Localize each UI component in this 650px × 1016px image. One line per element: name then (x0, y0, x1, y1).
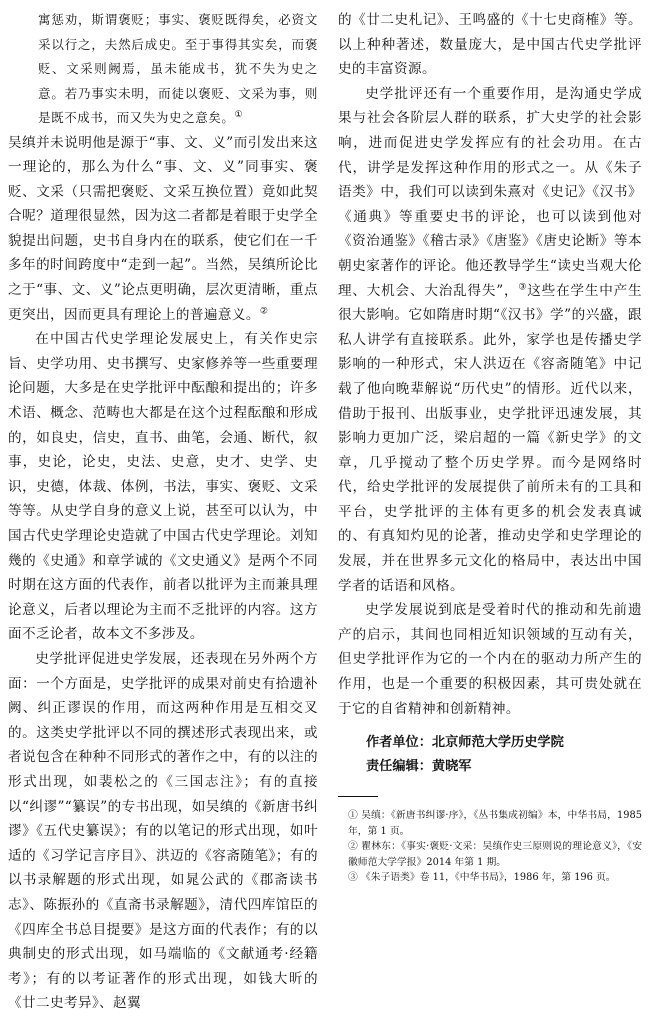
paragraph-1 (8, 131, 318, 328)
paragraph-4 (338, 82, 642, 598)
paragraph-2: 在中国古代史学理论发展史上，有关作史宗旨、史学功用、史书撰写、史家修养等一些重要理论问题，大多是在史学批评中酝酿和提出的；许多术语、概念、范畴也大都是在这个过程酝酿和形成的，如良史，信史，直书、曲笔，会通、断代，叙事，史论，论史，史法、史意，史才、史学、史识，史德，体裁、体例，书法，事实、褒贬、文采等等。从史学自身的意义上说，甚至可以认为，中国古代史学理论史造就了中国古代史学理论。刘知幾的《史通》和章学诚的《文史通义》是两个不同时期在这方面的代表作，前者以批评为主而兼具理论意义，后者以理论为主而不乏批评的内容。这方面不乏论者，故本文不多涉及。 (8, 331, 318, 643)
footnote-divider (338, 796, 378, 797)
paragraph-1-text: 吴缜并未说明他是源于“事、文、义”而引发出来这一理论的，那么为什么“事、文、义”同事实、褒贬、文采（只需把褒贬、文采互换位置）竟如此契合呢？道理很显然，因为这二者都是着眼于史学全貌提出问题，史书自身内在的联系，使它们在一千多年的时间跨度中“走到一起”。当然，吴缜所论比之于“事、文、义”论点更明确，层次更清晰，重点更突出，因而更具有理论上的普遍意义。 (8, 134, 318, 323)
quote-text: 寓惩劝，斯谓褒贬；事实、褒贬既得矣，必资文采以行之，夫然后成史。至于事得其实矣，而褒贬、文采则阙焉，虽未能成书，犹不失为史之意。若乃事实未明，而徒以褒贬、文采为事，则是既不成书，而又失为史之意矣。 (38, 12, 318, 125)
footnote-3: ③ 《朱子语类》卷 11，《中华书局》，1986 年，第 196 页。 (348, 872, 616, 883)
responsible-editor: 责任编辑：黄晓军 (366, 759, 472, 775)
footnote-ref-1[interactable]: ① (234, 109, 244, 120)
footnote-1: ① 吴缜：《新唐书纠谬·序》，《丛书集成初编》本，中华书局，1985 年，第 1 页。 (348, 810, 642, 837)
paragraph-5: 史学发展说到底是受着时代的推动和先前遗产的启示，其间也同相近知识领域的互动有关，但史学批评作为它的一个内在的驱动力所产生的作用，也是一个重要的积极因素，其可贵处就在于它的自省精神和创新精神。 (338, 602, 642, 717)
footnotes (338, 808, 642, 886)
paragraph-3: 史学批评促进史学发展，还表现在另外两个方面：一个方面是，史学批评的成果对前史有拾遗补阙、纠正谬误的作用，而这两种作用是互相交叉的。这类史学批评以不同的撰述形式表现出来，或者说包含在种种不同形式的著作之中，有的以注的形式出现，如裴松之的《三国志注》；有的直接以“纠谬”“纂误”的专书出现，如吴缜的《新唐书纠谬》《五代史纂误》；有的以笔记的形式出现，如叶适的《习学记言序目》、洪迈的《容斋随笔》；有的以书录解题的形式出现，如晁公武的《郡斋读书志》、陈振孙的《直斋书录解题》，清代四库馆臣的《四库全书总目提要》是这方面的代表作；有的以典制史的形式出现，如马端临的《文献通考·经籍考》；有的以考证著作的形式出现，如钱大昕的《廿二史考异》、赵翼 (8, 650, 318, 1012)
left-column (8, 8, 318, 1016)
paragraph-3-continued: 的《廿二史札记》、王鸣盛的《十七史商榷》等。以上种种著述，数量庞大，是中国古代史学批评史的丰富资源。 (338, 12, 642, 78)
footnote-2: ② 瞿林东：《事实·褒贬·文采：吴缜作史三原则说的理论意义》，《安徽师范大学学报》2014 年第 1 期。 (348, 841, 642, 868)
author-info (338, 731, 642, 779)
right-column (338, 8, 642, 779)
paragraph-4-text-a: 史学批评还有一个重要作用，是沟通史学成果与社会各阶层人群的联系，扩大史学的社会影响，进而促进史学发挥应有的社会功用。在古代，讲学是发挥这种作用的形式之一。从《朱子语类》中，我们可以读到朱熹对《史记》《汉书》《通典》等重要史书的评论，也可以读到他对《资治通鉴》《稽古录》《唐鉴》《唐史论断》等本朝史家著作的评论。他还教导学生“读史当观大伦理、大机会、大治乱得失”， (338, 85, 642, 299)
paragraph-4-text-b: 这些在学生中产生很大影响。它如隋唐时期“《汉书》学”的兴盛，跟私人讲学有直接联系。此外，家学也是传播史学影响的一种形式，宋人洪迈在《容斋随笔》中记载了他向晚辈解说“历代史”的情形。近代以来，借助于报刊、出版事业，史学批评迅速发展，其影响力更加广泛，梁启超的一篇《新史学》的文章，几乎搅动了整个历史学界。而今是网络时代，给史学批评的发展提供了前所未有的工具和平台，史学批评的主体有更多的机会发表真诚的、有真知灼见的论著，推动史学和史学理论的发展，并在世界多元文化的格局中，表达出中国学者的话语和风格。 (338, 282, 643, 594)
author-unit: 作者单位：北京师范大学历史学院 (366, 735, 564, 751)
block-quote (8, 8, 318, 131)
footnote-ref-3[interactable]: ③ (518, 282, 528, 292)
footnote-ref-2[interactable]: ② (259, 306, 269, 317)
